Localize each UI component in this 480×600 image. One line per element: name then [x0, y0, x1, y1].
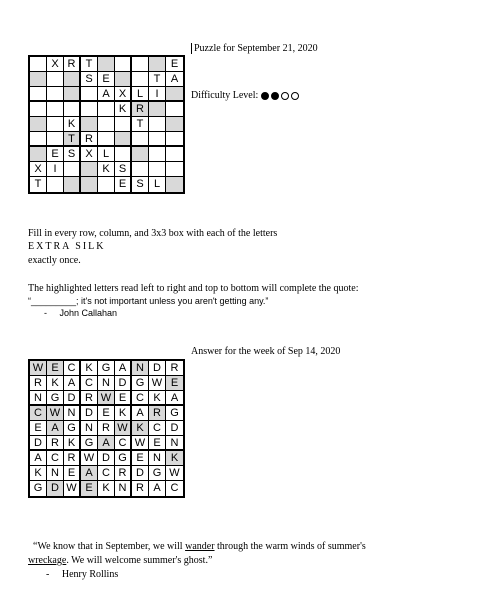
answer-cell-r2c3: A	[64, 376, 81, 391]
instructions-line3: exactly once.	[28, 255, 81, 266]
answer-cell-r7c3: R	[64, 451, 81, 466]
puzzle-cell-r1c9: E	[166, 57, 183, 72]
answer-cell-r6c6: C	[115, 436, 132, 451]
puzzle-cell-r8c7	[132, 162, 149, 177]
quote-author: John Callahan	[59, 308, 118, 318]
answer-cell-r8c6: R	[115, 466, 132, 481]
puzzle-cell-r3c5: A	[98, 87, 115, 102]
answer-cell-r3c6: E	[115, 391, 132, 406]
answer-cell-r6c7: W	[132, 436, 149, 451]
puzzle-cell-r6c8	[149, 132, 166, 147]
answer-cell-r8c1: K	[30, 466, 47, 481]
answer-cell-r5c6: W	[115, 421, 132, 436]
puzzle-cell-r4c5	[98, 102, 115, 117]
puzzle-cell-r5c7: T	[132, 117, 149, 132]
puzzle-cell-r2c2	[47, 72, 64, 87]
answer-cell-r6c1: D	[30, 436, 47, 451]
answer-cell-r1c8: D	[149, 361, 166, 376]
puzzle-cell-r2c9: A	[166, 72, 183, 87]
answer-cell-r3c4: R	[81, 391, 98, 406]
puzzle-cell-r8c6: S	[115, 162, 132, 177]
puzzle-cell-r2c5: E	[98, 72, 115, 87]
puzzle-cell-r5c2	[47, 117, 64, 132]
puzzle-cell-r8c2: I	[47, 162, 64, 177]
puzzle-cell-r7c4: X	[81, 147, 98, 162]
answer-cell-r8c7: D	[132, 466, 149, 481]
answer-cell-r3c1: N	[30, 391, 47, 406]
puzzle-cell-r1c1	[30, 57, 47, 72]
answer-cell-r3c3: D	[64, 391, 81, 406]
puzzle-cell-r7c5: L	[98, 147, 115, 162]
puzzle-cell-r8c9	[166, 162, 183, 177]
puzzle-cell-r5c3: K	[64, 117, 81, 132]
answer-cell-r2c7: G	[132, 376, 149, 391]
quote-author-row	[44, 308, 117, 318]
puzzle-cell-r1c5	[98, 57, 115, 72]
answer-cell-r4c2: W	[47, 406, 64, 421]
puzzle-cell-r1c7	[132, 57, 149, 72]
answer-cell-r5c4: N	[81, 421, 98, 436]
answer-cell-r9c5: K	[98, 481, 115, 496]
answer-cell-r6c3: K	[64, 436, 81, 451]
answer-cell-r1c4: K	[81, 361, 98, 376]
puzzle-cell-r7c7	[132, 147, 149, 162]
puzzle-cell-r2c4: S	[81, 72, 98, 87]
answer-cell-r1c1: W	[30, 361, 47, 376]
puzzle-cell-r2c6	[115, 72, 132, 87]
difficulty-dot-empty-icon	[281, 92, 289, 100]
answer-cell-r4c8: R	[149, 406, 166, 421]
difficulty-label: Difficulty Level:	[191, 90, 259, 101]
puzzle-cell-r3c1	[30, 87, 47, 102]
puzzle-cell-r6c4: R	[81, 132, 98, 147]
puzzle-cell-r6c5	[98, 132, 115, 147]
puzzle-cell-r5c6	[115, 117, 132, 132]
answer-cell-r3c8: K	[149, 391, 166, 406]
answer-cell-r8c4: A	[81, 466, 98, 481]
puzzle-cell-r8c5: K	[98, 162, 115, 177]
puzzle-cell-r2c7	[132, 72, 149, 87]
puzzle-cell-r3c8: I	[149, 87, 166, 102]
difficulty-row	[191, 90, 301, 101]
puzzle-cell-r4c4	[81, 102, 98, 117]
answer-cell-r9c9: C	[170, 482, 179, 494]
answer-quote-word1: wander	[185, 541, 215, 552]
puzzle-cell-r6c1	[30, 132, 47, 147]
puzzle-cell-r5c5	[98, 117, 115, 132]
difficulty-dot-filled-icon	[261, 92, 269, 100]
answer-cell-r4c6: K	[115, 406, 132, 421]
answer-cell-r1c9: R	[166, 361, 183, 376]
puzzle-cell-r4c3	[64, 102, 81, 117]
answer-cell-r6c4: G	[81, 436, 98, 451]
puzzle-cell-r9c3	[64, 177, 81, 192]
puzzle-cell-r4c2	[47, 102, 64, 117]
puzzle-cell-r7c3: S	[64, 147, 81, 162]
difficulty-dots	[261, 90, 301, 101]
answer-cell-r3c2: G	[47, 391, 64, 406]
answer-quote-author-row	[46, 569, 118, 580]
answer-cell-r2c5: N	[98, 376, 115, 391]
answer-cell-r9c8: A	[149, 481, 166, 496]
answer-cell-r4c4: D	[81, 406, 98, 421]
answer-cell-r2c4: C	[81, 376, 98, 391]
puzzle-cell-r7c1	[30, 147, 47, 162]
puzzle-cell-r9c6: E	[115, 177, 132, 192]
puzzle-cell-r6c6	[115, 132, 132, 147]
answer-cell-r4c3: N	[64, 406, 81, 421]
answer-cell-r7c4: W	[81, 451, 98, 466]
puzzle-cell-r4c7: R	[132, 102, 149, 117]
quote-author-dash: -	[44, 308, 47, 318]
answer-cell-r8c9: W	[166, 466, 183, 481]
answer-cell-r7c9: K	[166, 451, 183, 466]
answer-cell-r5c1: E	[30, 421, 47, 436]
answer-quote-part2: through the warm winds of summer's	[214, 541, 366, 552]
puzzle-cell-r2c3	[64, 72, 81, 87]
quote-intro: The highlighted letters read left to right and top to bottom will complete the quote:	[28, 283, 359, 294]
puzzle-cell-r9c2	[47, 177, 64, 192]
puzzle-cell-r5c1	[30, 117, 47, 132]
puzzle-cell-r6c9	[166, 132, 183, 147]
answer-cell-r5c5: R	[98, 421, 115, 436]
puzzle-cell-r9c7: S	[132, 177, 149, 192]
puzzle-cell-r1c6	[115, 57, 132, 72]
answer-quote-author: Henry Rollins	[61, 569, 119, 580]
answer-cell-r1c2: E	[47, 361, 64, 376]
answer-grid	[28, 359, 185, 498]
puzzle-cell-r8c1: X	[30, 162, 47, 177]
puzzle-cell-r4c1	[30, 102, 47, 117]
answer-cell-r4c5: E	[98, 406, 115, 421]
answer-cell-r4c9: G	[166, 406, 183, 421]
answer-cell-r2c2: K	[47, 376, 64, 391]
answer-cell-r4c1: C	[30, 406, 47, 421]
answer-cell-r6c5: A	[98, 436, 115, 451]
puzzle-cell-r3c7: L	[132, 87, 149, 102]
puzzle-cell-r1c2: X	[47, 57, 64, 72]
answer-cell-r1c7: N	[132, 361, 149, 376]
answer-quote-author-dash: -	[46, 569, 50, 580]
answer-cell-r5c3: G	[64, 421, 81, 436]
puzzle-cell-r7c2: E	[47, 147, 64, 162]
answer-cell-r5c8: C	[149, 421, 166, 436]
puzzle-cell-r3c2	[47, 87, 64, 102]
answer-cell-r1c3: C	[64, 361, 81, 376]
answer-cell-r9c1: G	[30, 481, 47, 496]
puzzle-title: Puzzle for September 21, 2020	[191, 43, 318, 54]
answer-cell-r2c6: D	[115, 376, 132, 391]
puzzle-cell-r9c4	[81, 177, 98, 192]
puzzle-cell-r9c9	[166, 177, 183, 192]
answer-cell-r7c8: N	[149, 451, 166, 466]
puzzle-cell-r3c6: X	[115, 87, 132, 102]
puzzle-cell-r7c9	[166, 147, 183, 162]
answer-cell-r9c3: W	[64, 481, 81, 496]
answer-cell-r5c2: A	[47, 421, 64, 436]
difficulty-dot-filled-icon	[271, 92, 279, 100]
answer-quote-line2	[28, 555, 212, 566]
answer-cell-r6c2: R	[47, 436, 64, 451]
difficulty-dot-empty-icon	[291, 92, 299, 100]
answer-cell-r7c6: G	[115, 451, 132, 466]
puzzle-cell-r3c3	[64, 87, 81, 102]
puzzle-cell-r2c8: T	[149, 72, 166, 87]
puzzle-cell-r8c4	[81, 162, 98, 177]
answer-cell-r7c5: D	[98, 451, 115, 466]
puzzle-cell-r5c8	[149, 117, 166, 132]
answer-cell-r2c8: W	[149, 376, 166, 391]
puzzle-cell-r4c8	[149, 102, 166, 117]
puzzle-cell-r5c9	[166, 117, 183, 132]
puzzle-cell-r5c4	[81, 117, 98, 132]
answer-cell-r3c5: W	[98, 391, 115, 406]
puzzle-cell-r6c7	[132, 132, 149, 147]
answer-cell-r7c7: E	[132, 451, 149, 466]
answer-quote-part1: “We know that in September, we will	[33, 541, 186, 552]
answer-title: Answer for the week of Sep 14, 2020	[191, 346, 341, 357]
answer-cell-r9c6: N	[115, 481, 132, 496]
answer-quote-part3: . We will welcome summer's ghost.”	[66, 555, 213, 566]
puzzle-cell-r1c3: R	[64, 57, 81, 72]
puzzle-cell-r6c2	[47, 132, 64, 147]
puzzle-cell-r2c1	[30, 72, 47, 87]
answer-cell-r8c3: E	[64, 466, 81, 481]
puzzle-cell-r6c3: T	[64, 132, 81, 147]
answer-cell-r8c8: G	[149, 466, 166, 481]
answer-cell-r9c2: D	[47, 481, 64, 496]
puzzle-cell-r1c4: T	[81, 57, 98, 72]
puzzle-cell-r9c8: L	[149, 177, 166, 192]
puzzle-cell-r7c6	[115, 147, 132, 162]
puzzle-cell-r9c5	[98, 177, 115, 192]
answer-cell-r8c5: C	[98, 466, 115, 481]
answer-quote-word2: wreckage	[28, 555, 67, 566]
instructions-line1: Fill in every row, column, and 3x3 box with each of the letters	[28, 228, 278, 239]
answer-cell-r5c7: K	[132, 421, 149, 436]
answer-cell-r3c9: A	[166, 391, 183, 406]
answer-cell-r5c9: D	[166, 421, 183, 436]
answer-quote-line1	[33, 541, 366, 552]
answer-cell-r4c7: A	[132, 406, 149, 421]
answer-cell-r7c1: A	[30, 451, 47, 466]
answer-cell-r2c1: R	[30, 376, 47, 391]
puzzle-cell-r1c8	[149, 57, 166, 72]
answer-cell-r6c9: N	[166, 436, 183, 451]
letters-set: EXTRA SILK	[28, 241, 106, 252]
puzzle-cell-r8c8	[149, 162, 166, 177]
answer-cell-r1c5: G	[98, 361, 115, 376]
answer-cell-r3c7: C	[132, 391, 149, 406]
answer-cell-r1c6: A	[115, 361, 132, 376]
answer-cell-r9c7: R	[132, 481, 149, 496]
answer-cell-r8c2: N	[47, 466, 64, 481]
answer-cell-r6c8: E	[149, 436, 166, 451]
puzzle-cell-r3c9	[166, 87, 183, 102]
quote-blank: “_________; it's not important unless you aren't getting any.”	[28, 296, 269, 306]
puzzle-cell-r4c9	[166, 102, 183, 117]
puzzle-cell-r4c6: K	[115, 102, 132, 117]
answer-cell-r7c2: C	[47, 451, 64, 466]
puzzle-cell-r9c1: T	[30, 177, 47, 192]
answer-cell-r9c4: E	[81, 481, 98, 496]
answer-cell-r2c9: E	[166, 376, 183, 391]
puzzle-cell-r3c4	[81, 87, 98, 102]
puzzle-grid	[28, 55, 185, 194]
puzzle-cell-r7c8	[149, 147, 166, 162]
puzzle-cell-r8c3	[64, 162, 81, 177]
